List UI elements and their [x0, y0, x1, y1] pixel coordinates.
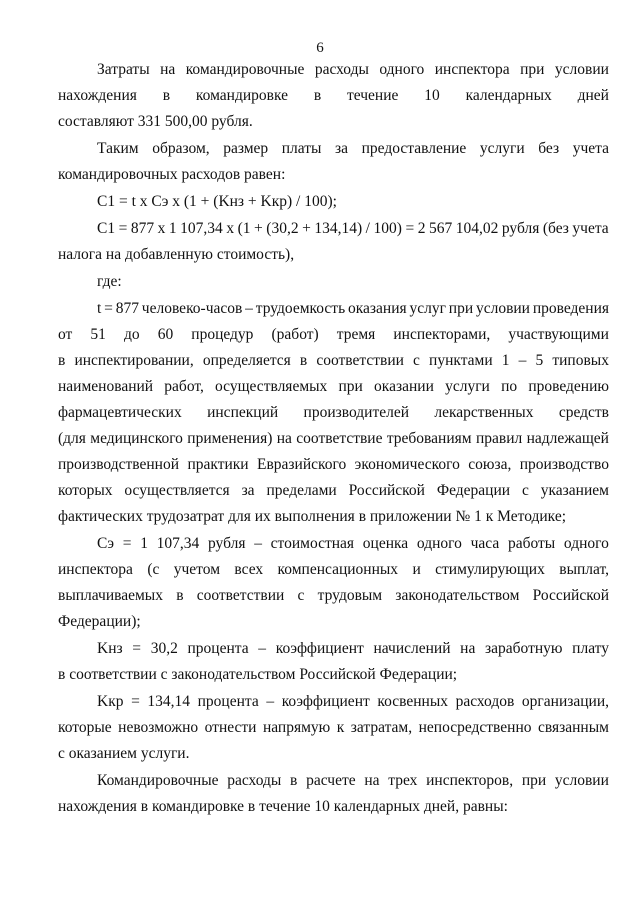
word: соответствие	[296, 430, 383, 447]
word: на	[460, 640, 476, 657]
word: (30,2	[266, 220, 299, 237]
text-line	[58, 715, 609, 741]
word: проведению	[528, 378, 609, 395]
word: пунктами	[429, 352, 493, 369]
word: 1	[140, 535, 148, 552]
word: с	[297, 587, 305, 604]
word: с	[521, 482, 529, 499]
word: компенсационных	[277, 561, 399, 578]
word: при	[521, 772, 547, 789]
word: дней	[577, 87, 609, 104]
word: =	[104, 300, 113, 317]
word: надлежащей	[526, 430, 609, 447]
word: связанным	[538, 719, 609, 736]
text-line: фактических трудозатрат для их выполнения в приложении № 1 к Методике;	[58, 508, 567, 525]
word: человеко-часов	[141, 300, 243, 317]
word: практики	[187, 456, 249, 473]
word: Федерации	[436, 482, 511, 499]
word: 51	[90, 326, 106, 343]
word: условии	[554, 772, 609, 789]
document-body	[58, 57, 609, 820]
text-line	[58, 400, 609, 426]
word: осуществляется	[124, 482, 230, 499]
text-line	[58, 322, 609, 348]
word: x	[226, 220, 235, 237]
word: рубля	[501, 220, 540, 237]
word: на	[364, 772, 380, 789]
text-line	[58, 583, 609, 609]
word: оказании	[374, 378, 434, 395]
word: определяется	[202, 352, 291, 369]
text-line	[58, 296, 609, 322]
word: –	[266, 693, 275, 710]
word: x	[157, 220, 166, 237]
word: =	[131, 693, 140, 710]
word: лекарственных	[434, 404, 534, 421]
word: трудовым	[317, 587, 383, 604]
word: затратам,	[350, 719, 413, 736]
text-line	[58, 452, 609, 478]
word: 1	[501, 352, 510, 369]
word: в	[176, 587, 184, 604]
word: непосредственно	[418, 719, 532, 736]
word: 877	[130, 220, 155, 237]
word: работы	[507, 535, 556, 552]
word: за	[335, 140, 349, 157]
word: стоимостная	[270, 535, 355, 552]
word: Затраты	[97, 61, 150, 78]
word: трех	[388, 772, 418, 789]
word: проведения	[532, 300, 609, 317]
word: (с	[147, 561, 160, 578]
word: учета	[572, 140, 609, 157]
word: Командировочные	[97, 772, 219, 789]
word: Kнз	[97, 640, 123, 657]
word: инспектора	[58, 561, 133, 578]
word: –	[258, 640, 267, 657]
word: t	[97, 300, 102, 317]
word: одного	[416, 535, 462, 552]
word: экономического	[354, 456, 460, 473]
text-line	[58, 83, 609, 109]
word: процедур	[191, 326, 254, 343]
word: выплат,	[559, 561, 609, 578]
word: Kкр	[97, 693, 124, 710]
word: Российской	[348, 482, 425, 499]
word: часа	[470, 535, 500, 552]
word: 10	[424, 87, 440, 104]
word: соответствии	[196, 587, 285, 604]
word: при	[520, 61, 545, 78]
word: на	[276, 430, 292, 447]
word: до	[123, 326, 140, 343]
page-number: 6	[316, 40, 324, 56]
text-line	[58, 531, 609, 557]
word: (без	[542, 220, 569, 237]
word: осуществляемых	[215, 378, 328, 395]
word: 134,14)	[314, 220, 363, 237]
word: C1	[97, 220, 116, 237]
text-line	[58, 374, 609, 400]
word: всех	[234, 561, 264, 578]
word: фармацевтических	[58, 404, 182, 421]
text-line	[58, 136, 609, 162]
word: размер	[223, 140, 269, 157]
text-line: в соответствии с законодательством Российской Федерации;	[58, 666, 458, 683]
word: отнести	[204, 719, 257, 736]
word: =	[132, 640, 142, 657]
word: услуги	[445, 378, 490, 395]
word: (для	[58, 430, 86, 447]
text-line: командировочных расходов равен:	[58, 166, 286, 183]
word: 100)	[373, 220, 402, 237]
word: организации,	[521, 693, 609, 710]
text-line: налога на добавленную стоимость),	[58, 246, 295, 263]
word: по	[501, 378, 518, 395]
word: в	[299, 352, 308, 369]
word: тремя	[336, 326, 376, 343]
word: командировочные	[185, 61, 305, 78]
word: с	[413, 352, 420, 369]
word: от	[58, 326, 73, 343]
word: предоставление	[361, 140, 467, 157]
word: типовых	[552, 352, 609, 369]
word: наименований	[58, 378, 154, 395]
word: условии	[475, 300, 530, 317]
word: командировке	[195, 87, 288, 104]
word: течение	[346, 87, 399, 104]
word: условии	[554, 61, 609, 78]
word: Cэ	[97, 535, 114, 552]
word: за	[241, 482, 255, 499]
word: в	[313, 87, 322, 104]
word: оценка	[362, 535, 409, 552]
text-line	[58, 768, 609, 794]
text-line	[58, 557, 609, 583]
word: трудоемкость	[255, 300, 346, 317]
word: расчете	[306, 772, 356, 789]
word: в	[290, 772, 298, 789]
word: в	[58, 352, 66, 369]
word: производственной	[58, 456, 180, 473]
word: инспектировании,	[74, 352, 194, 369]
word: календарных	[465, 87, 552, 104]
word: медицинского	[90, 430, 183, 447]
word: к	[336, 719, 345, 736]
word: учета	[572, 220, 609, 237]
word: коэффициент	[281, 693, 370, 710]
formula-line	[58, 216, 609, 242]
word: =	[122, 535, 132, 552]
word: которых	[58, 482, 113, 499]
word: требованиям	[386, 430, 472, 447]
word: средств	[558, 404, 609, 421]
word: расходов	[455, 693, 515, 710]
word: 60	[157, 326, 174, 343]
word: выплачиваемых	[58, 587, 163, 604]
word: пределами	[266, 482, 337, 499]
word: одного	[563, 535, 609, 552]
word: расходы	[227, 772, 282, 789]
word: соответствии	[316, 352, 404, 369]
word: косвенных	[377, 693, 448, 710]
formula-line: C1 = t x Cэ x (1 + (Kнз + Kкр) / 100);	[97, 193, 337, 210]
word: инспектора	[434, 61, 510, 78]
word: 134,14	[147, 693, 191, 710]
word: +	[302, 220, 311, 237]
word: которые	[58, 719, 112, 736]
word: услуги	[479, 140, 525, 157]
word: Евразийского	[257, 456, 347, 473]
word: работ,	[164, 378, 204, 395]
word: производителей	[303, 404, 410, 421]
text-line	[58, 348, 609, 374]
word: участвующими	[508, 326, 609, 343]
word: плату	[572, 640, 609, 657]
word: 30,2	[150, 640, 178, 657]
text-line	[58, 636, 609, 662]
word: учетом	[173, 561, 221, 578]
word: указанием	[540, 482, 609, 499]
word: образом,	[152, 140, 210, 157]
word: союза,	[468, 456, 512, 473]
word: правил	[475, 430, 523, 447]
word: (работ)	[271, 326, 319, 343]
word: одного	[379, 61, 425, 78]
word: –	[254, 535, 262, 552]
word: инспекторами,	[393, 326, 491, 343]
word: оказания	[347, 300, 407, 317]
word: законодательством	[395, 587, 520, 604]
text-line: нахождения в командировке в течение 10 календарных дней, равны:	[58, 798, 508, 815]
word: инспекций	[207, 404, 279, 421]
word: при	[338, 378, 363, 395]
word: –	[245, 300, 253, 317]
word: без	[538, 140, 560, 157]
word: +	[254, 220, 263, 237]
word: 107,34	[180, 220, 223, 237]
word: инспекторов,	[426, 772, 514, 789]
word: расходы	[314, 61, 369, 78]
word: рубля	[208, 535, 246, 552]
word: 107,34	[156, 535, 200, 552]
word: 1	[168, 220, 177, 237]
word: производство	[519, 456, 609, 473]
word: и	[412, 561, 421, 578]
word: напрямую	[262, 719, 331, 736]
word: (1	[237, 220, 251, 237]
word: процента	[187, 640, 249, 657]
word: 567	[428, 220, 453, 237]
word: при	[448, 300, 474, 317]
word: 104,02	[455, 220, 499, 237]
text-line	[58, 689, 609, 715]
word: на	[160, 61, 176, 78]
word: услуг	[409, 300, 446, 317]
text-line	[58, 478, 609, 504]
word: =	[118, 220, 128, 237]
word: заработную	[485, 640, 563, 657]
word: платы	[281, 140, 322, 157]
word: нахождения	[58, 87, 137, 104]
text-line: где:	[97, 273, 122, 290]
text-line	[58, 426, 609, 452]
text-line: составляют 331 500,00 рубля.	[58, 113, 253, 130]
word: /	[365, 220, 370, 237]
word: 5	[535, 352, 544, 369]
text-line: с оказанием услуги.	[58, 745, 190, 762]
word: стимулирующих	[435, 561, 545, 578]
word: в	[162, 87, 171, 104]
word: невозможно	[118, 719, 199, 736]
word: =	[405, 220, 415, 237]
word: –	[518, 352, 527, 369]
word: Российской	[532, 587, 609, 604]
word: 2	[417, 220, 426, 237]
word: процента	[197, 693, 259, 710]
text-line: Федерации);	[58, 613, 141, 630]
word: Таким	[97, 140, 139, 157]
word: 877	[115, 300, 139, 317]
word: начислений	[373, 640, 451, 657]
word: применения)	[187, 430, 273, 447]
text-line	[58, 57, 609, 83]
word: коэффициент	[275, 640, 364, 657]
